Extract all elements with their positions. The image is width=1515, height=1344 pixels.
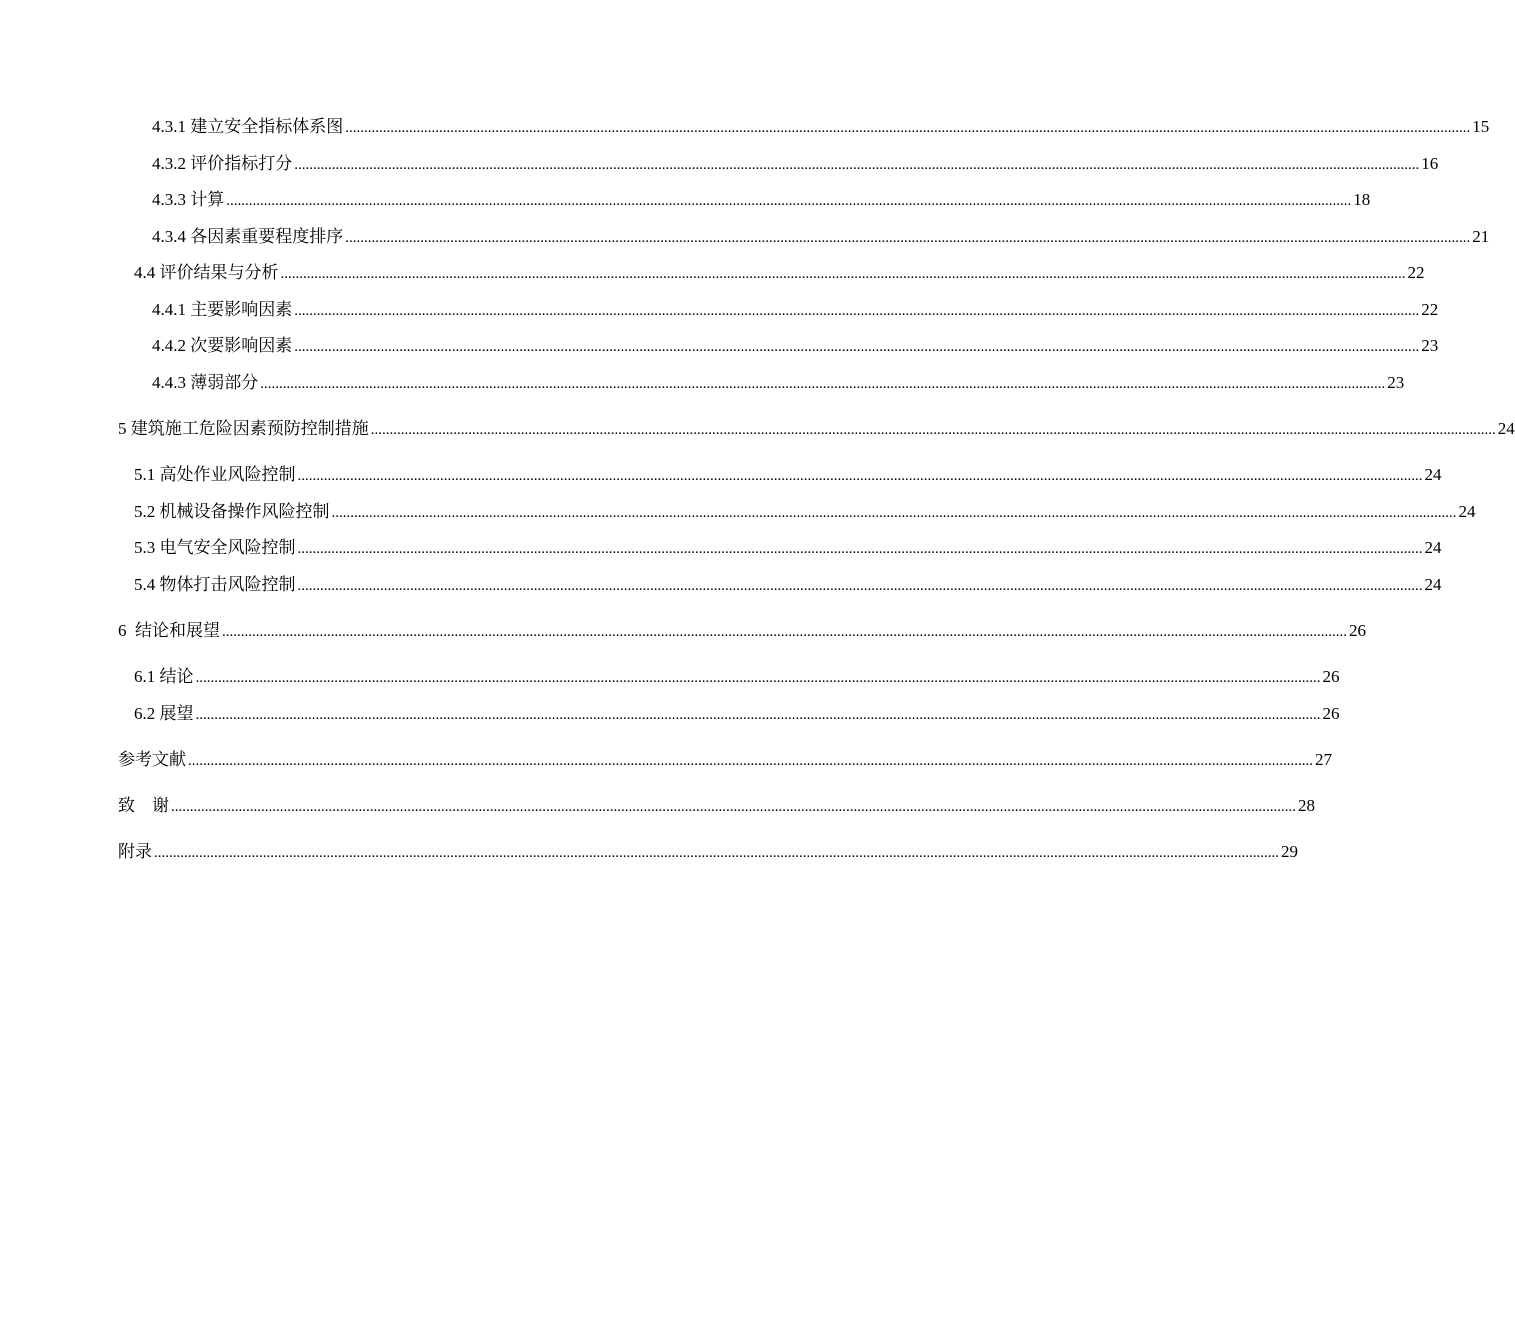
toc-entry-5-1[interactable] [134, 464, 1442, 486]
toc-entry-title: 4.3.2 评价指标打分 [152, 154, 293, 173]
dot-leader: ............................................................................................................................................................................................................................................................................................................ [297, 468, 1423, 484]
toc-entry-4-3-4[interactable] [152, 226, 1490, 248]
toc-entry-page: 28 [1298, 796, 1315, 815]
toc-entry-4-3-1[interactable] [152, 116, 1490, 138]
dot-leader: ............................................................................................................................................................................................................................................................................................................ [345, 230, 1471, 246]
dot-leader: ............................................................................................................................................................................................................................................................................................................ [226, 193, 1352, 209]
toc-entry-appendix[interactable] [118, 841, 1298, 863]
toc-entry-title: 4.4.3 薄弱部分 [152, 373, 259, 392]
toc-entry-page: 16 [1421, 154, 1439, 173]
toc-entry-page: 23 [1387, 373, 1405, 392]
toc-entry-title: 4.4.2 次要影响因素 [152, 336, 293, 355]
toc-entry-page: 22 [1421, 300, 1439, 319]
toc-entry-page: 24 [1424, 538, 1442, 557]
toc-entry-page: 22 [1407, 263, 1425, 282]
toc-entry-6[interactable] [118, 620, 1366, 642]
toc-entry-title: 4.3.1 建立安全指标体系图 [152, 117, 344, 136]
dot-leader: ............................................................................................................................................................................................................................................................................................................ [294, 303, 1420, 319]
toc-entry-title: 6.1 结论 [134, 667, 194, 686]
toc-entry-4-3-2[interactable] [152, 153, 1439, 175]
toc-entry-5[interactable] [118, 418, 1515, 440]
toc-entry-title: 5.2 机械设备操作风险控制 [134, 502, 330, 521]
toc-entry-page: 29 [1281, 842, 1298, 861]
toc-entry-title: 4.3.4 各因素重要程度排序 [152, 227, 344, 246]
toc-entry-4-4-2[interactable] [152, 335, 1439, 357]
toc-entry-page: 26 [1349, 621, 1366, 640]
toc-entry-5-4[interactable] [134, 574, 1442, 596]
toc-entry-page: 15 [1472, 117, 1490, 136]
toc-entry-acknowledgements[interactable] [118, 795, 1315, 817]
dot-leader: ............................................................................................................................................................................................................................................................................................................ [280, 266, 1406, 282]
dot-leader: ............................................................................................................................................................................................................................................................................................................ [154, 845, 1279, 861]
dot-leader: ............................................................................................................................................................................................................................................................................................................ [294, 157, 1420, 173]
toc-entry-4-4-1[interactable] [152, 299, 1439, 321]
toc-entry-page: 26 [1322, 704, 1340, 723]
toc-entry-5-2[interactable] [134, 501, 1476, 523]
toc-entry-title: 4.4.1 主要影响因素 [152, 300, 293, 319]
toc-entry-title: 致 谢 [118, 796, 169, 815]
toc-entry-page: 24 [1497, 419, 1515, 438]
toc-entry-5-3[interactable] [134, 537, 1442, 559]
toc-entry-title: 5.4 物体打击风险控制 [134, 575, 296, 594]
toc-entry-title: 4.4 评价结果与分析 [134, 263, 279, 282]
dot-leader: ............................................................................................................................................................................................................................................................................................................ [260, 376, 1386, 392]
toc-entry-page: 18 [1353, 190, 1371, 209]
toc-entry-title: 6 结论和展望 [118, 621, 220, 640]
toc-entry-title: 附录 [118, 842, 152, 861]
dot-leader: ............................................................................................................................................................................................................................................................................................................ [195, 670, 1321, 686]
toc-entry-title: 5.1 高处作业风险控制 [134, 465, 296, 484]
dot-leader: ............................................................................................................................................................................................................................................................................................................ [195, 707, 1321, 723]
toc-entry-page: 21 [1472, 227, 1490, 246]
dot-leader: ............................................................................................................................................................................................................................................................................................................ [188, 753, 1313, 769]
dot-leader: ............................................................................................................................................................................................................................................................................................................ [345, 120, 1471, 136]
dot-leader: ............................................................................................................................................................................................................................................................................................................ [294, 339, 1420, 355]
toc-entry-page: 26 [1322, 667, 1340, 686]
dot-leader: ............................................................................................................................................................................................................................................................................................................ [222, 624, 1347, 640]
toc-entry-page: 27 [1315, 750, 1332, 769]
dot-leader: ............................................................................................................................................................................................................................................................................................................ [297, 541, 1423, 557]
toc-entry-6-1[interactable] [134, 666, 1340, 688]
toc-entry-4-4-3[interactable] [152, 372, 1405, 394]
dot-leader: ............................................................................................................................................................................................................................................................................................................ [331, 505, 1457, 521]
toc-entry-page: 23 [1421, 336, 1439, 355]
toc-entry-4-3-3[interactable] [152, 189, 1371, 211]
toc-entry-title: 5 建筑施工危险因素预防控制措施 [118, 419, 369, 438]
toc-entry-page: 24 [1424, 575, 1442, 594]
toc-entry-4-4[interactable] [134, 262, 1425, 284]
toc-entry-6-2[interactable] [134, 703, 1340, 725]
toc-entry-page: 24 [1458, 502, 1476, 521]
dot-leader: ............................................................................................................................................................................................................................................................................................................ [297, 578, 1423, 594]
toc-entry-title: 参考文献 [118, 750, 186, 769]
dot-leader: ............................................................................................................................................................................................................................................................................................................ [370, 422, 1496, 438]
toc-entry-title: 4.3.3 计算 [152, 190, 225, 209]
toc-entry-references[interactable] [118, 749, 1332, 771]
toc-entry-page: 24 [1424, 465, 1442, 484]
toc-entry-title: 6.2 展望 [134, 704, 194, 723]
toc-entry-title: 5.3 电气安全风险控制 [134, 538, 296, 557]
dot-leader: ............................................................................................................................................................................................................................................................................................................ [171, 799, 1296, 815]
